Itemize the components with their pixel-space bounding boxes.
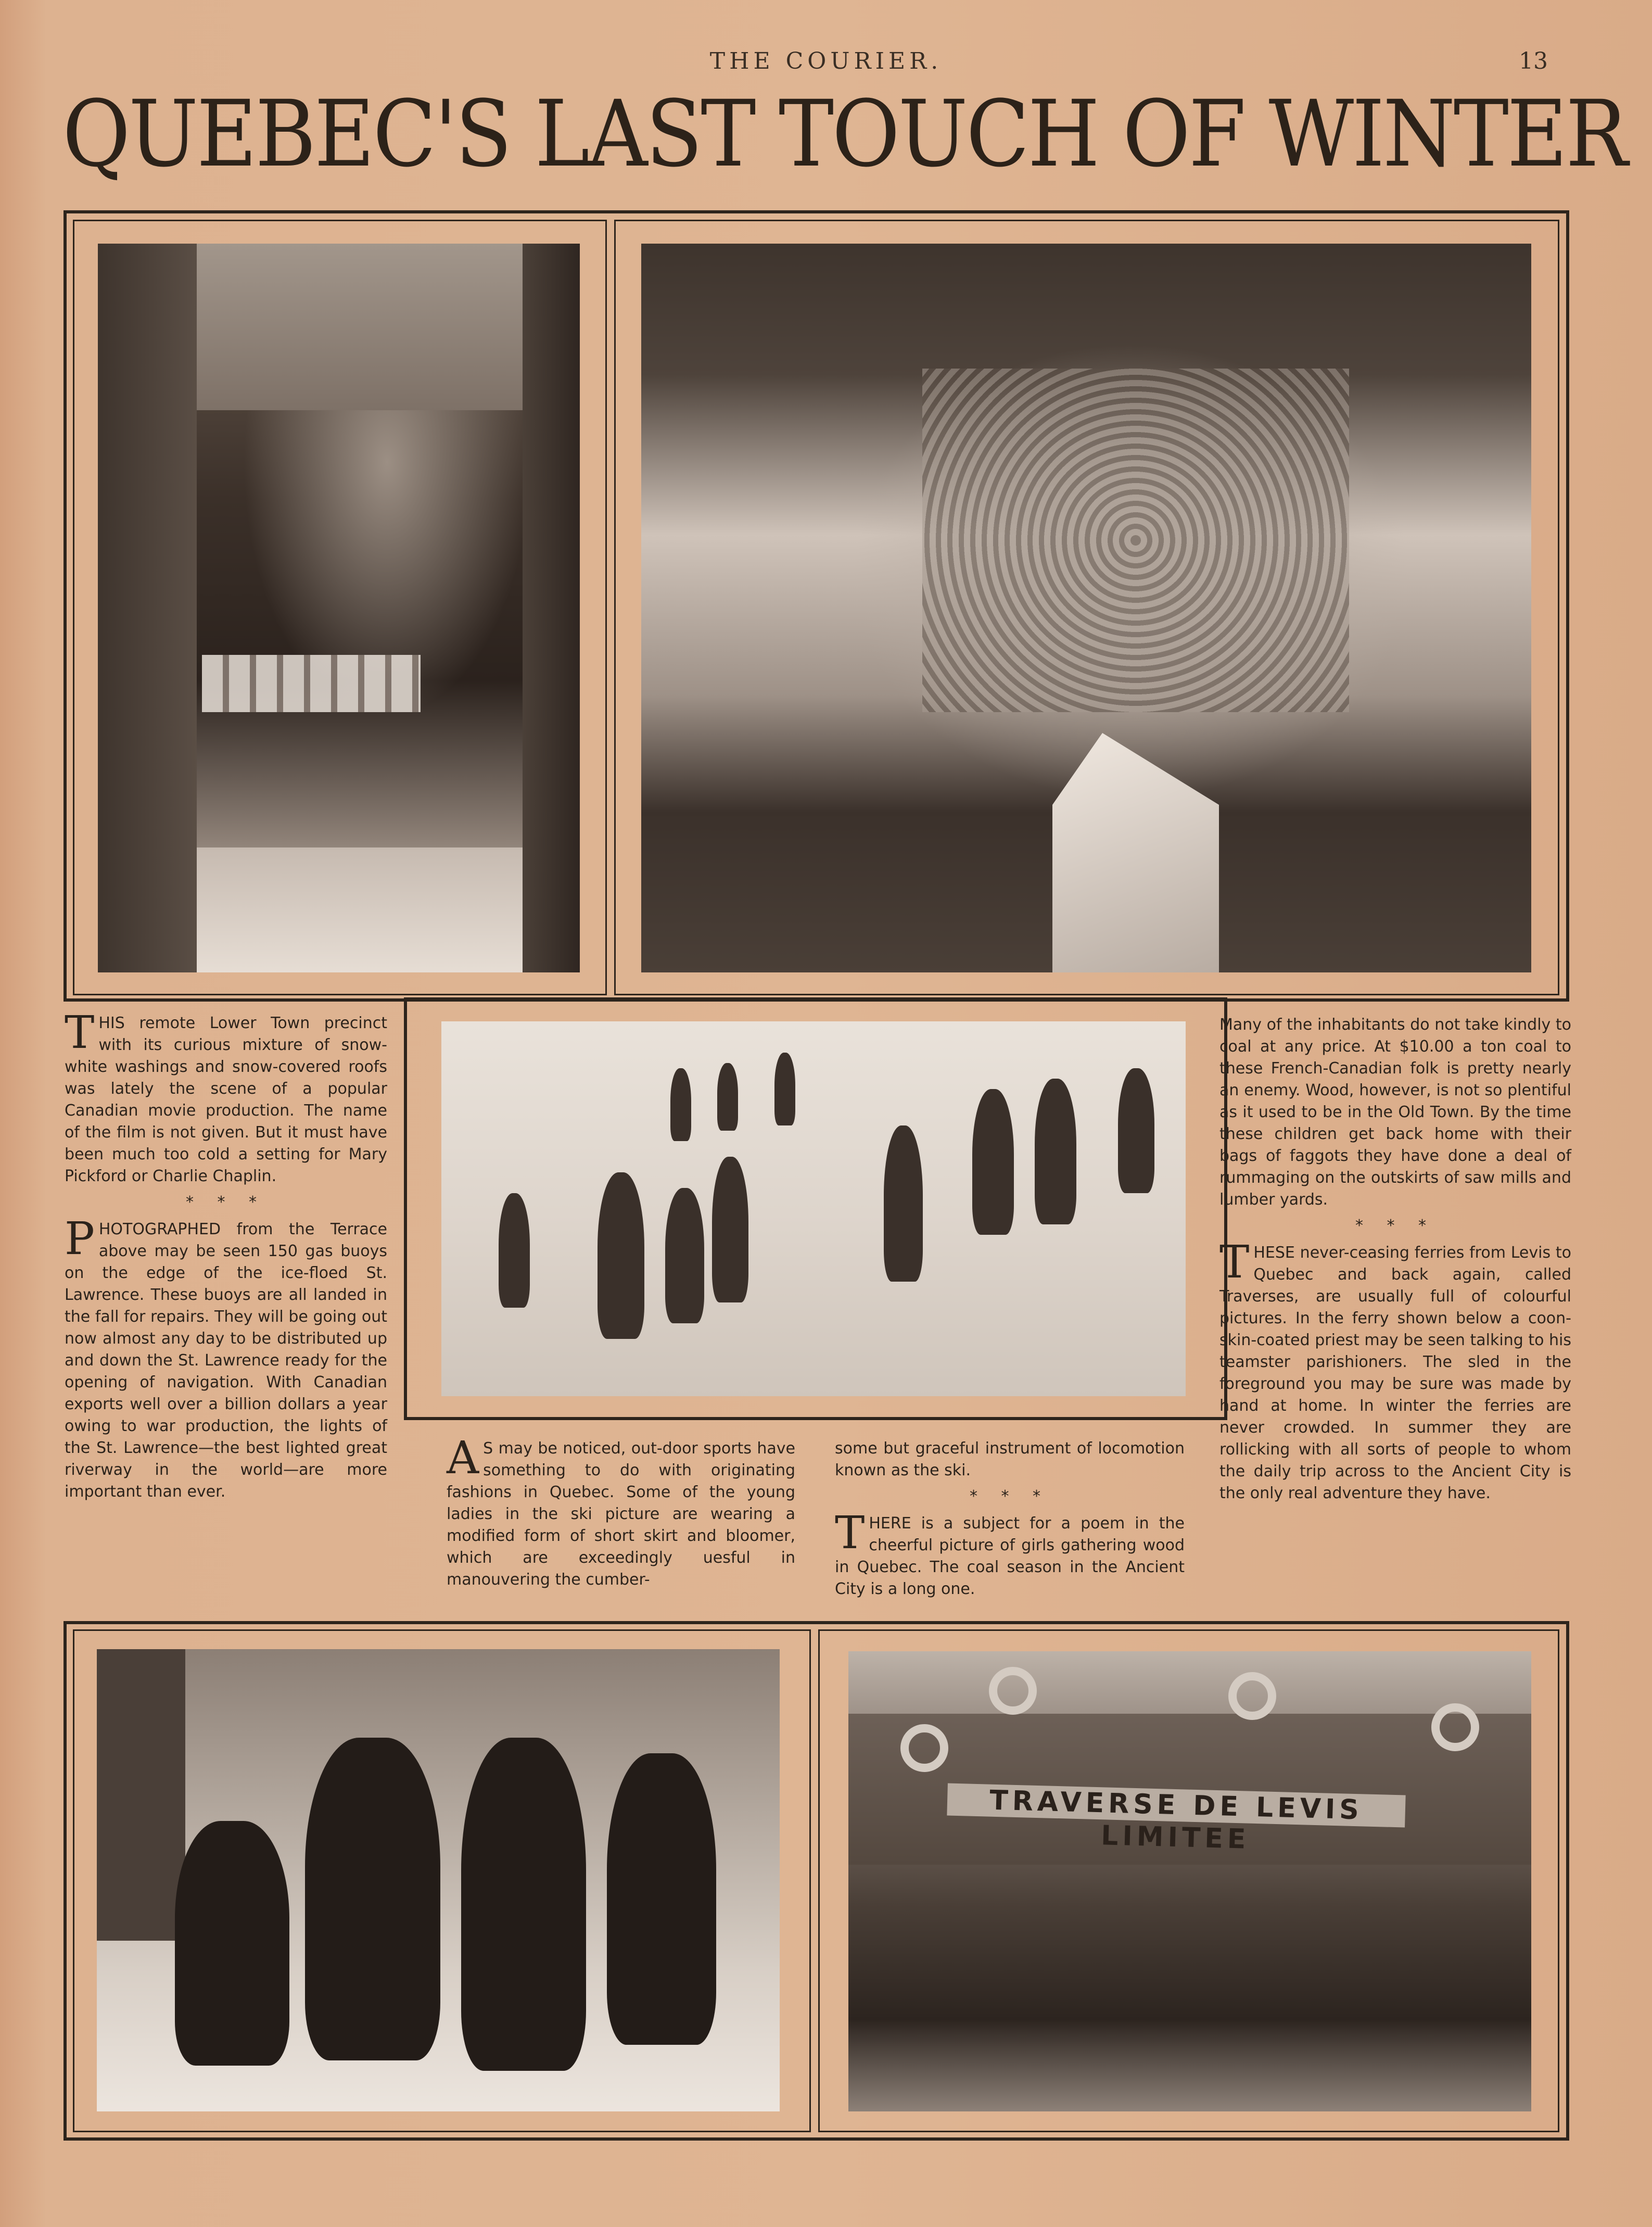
dropcap: A [447, 1432, 479, 1484]
paragraph-lower-town [65, 1007, 387, 1187]
skier-figure [665, 1188, 704, 1323]
lower-town-photo [98, 244, 580, 972]
snowy-roof [1052, 733, 1219, 972]
child-figure [305, 1738, 440, 2060]
column-right [1219, 1014, 1571, 1504]
child-figure [607, 1753, 716, 2045]
dropcap: T [835, 1507, 865, 1559]
stone-wall-left [98, 244, 197, 972]
column-poem [835, 1438, 1185, 1600]
paragraph-ski [447, 1432, 795, 1591]
life-ring [1431, 1703, 1479, 1751]
column-ski [447, 1432, 795, 1591]
child-figure [461, 1738, 586, 2071]
paragraph-poem [835, 1507, 1185, 1600]
paragraph-ferries [1219, 1236, 1571, 1504]
dropcap: T [1219, 1236, 1250, 1288]
building-wall [97, 1649, 185, 1941]
snow-drift [197, 847, 523, 972]
column-left [65, 1007, 387, 1503]
section-separator: * * * [969, 1487, 1050, 1505]
stone-wall-right [523, 244, 580, 972]
paragraph-text: HESE never-ceasing ferries from Levis to Quebec and back again, called Traverses, are usually full of colourful pictures. In the ferry shown below a coon-skin-coated priest may be seen talking to his teamster parishioners. The sled in the foreground you may be sure was made by hand at home. In winter the ferries are never crowded. In summer they are rollicking with all sorts of people to whom the daily trip across to the Ancient City is the only real adventure they have. [1219, 1244, 1571, 1502]
life-ring [989, 1667, 1037, 1715]
paragraph-text: HOTOGRAPHED from the Terrace above may be seen 150 gas buoys on the edge of the ice-floed St. Lawrence. These buoys are all landed in the fall for repairs. They will be going out now almost any day to be distributed up and down the St. Lawrence ready for the opening of navigation. With Canadian exports well over a billion dollars a year owing to war production, the lights of the St. Lawrence—the best lighted great riverway in the world—are more important than ever. [65, 1220, 387, 1501]
girls-gathering-wood-photo [97, 1649, 780, 2111]
skier-figure [670, 1068, 691, 1141]
page-headline: QUEBEC'S LAST TOUCH OF WINTER [62, 81, 1626, 187]
buoy-rows [922, 369, 1349, 712]
life-ring [1228, 1672, 1276, 1720]
skier-figure [499, 1193, 530, 1308]
paragraph-text: HERE is a subject for a poem in the cheerful picture of girls gathering wood in Quebec. The coal season in the Ancient City is a long one. [835, 1514, 1185, 1598]
section-separator: * * * [1355, 1217, 1436, 1235]
masthead-title: THE COURIER. [709, 48, 943, 74]
skier-figure [717, 1063, 738, 1131]
gas-buoys-photo [641, 244, 1531, 972]
sky-area [197, 244, 523, 410]
skier-figure [712, 1157, 748, 1302]
section-separator: * * * [185, 1193, 266, 1211]
child-figure [175, 1821, 289, 2066]
skier-figure [972, 1089, 1014, 1235]
skier-figure [1118, 1068, 1154, 1193]
skier-figure [598, 1172, 644, 1339]
skier-figure [774, 1053, 795, 1125]
paragraph-text: S may be noticed, out-door sports have something to do with originating fashions in Quebec. Some of the young ladies in the ski picture are wearing a modified form of short skirt and bloomer, which are exceedingly uesful in manouvering the cumber- [447, 1439, 795, 1589]
skiers-photo [441, 1021, 1186, 1396]
skier-figure [1035, 1079, 1076, 1224]
paragraph-coal: Many of the inhabitants do not take kindly to coal at any price. At $10.00 a ton coal to these French-Canadian folk is pretty nearly an enemy. Wood, however, is not so plentiful as it used to be in the Old Town. By the time these children get back home with their bags of faggots they have done a deal of rummaging on the outskirts of saw mills and lumber yards. [1219, 1016, 1571, 1209]
paragraph-buoys [65, 1213, 387, 1503]
skier-figure [884, 1125, 923, 1282]
page-number: 13 [1519, 48, 1548, 74]
paragraph-text: HIS remote Lower Town precinct with its curious mixture of snow-white washings and snow-covered roofs was lately the scene of a popular Canadian movie production. The name of the film is not given. But it must have been much too cold a setting for Mary Pickford or Charlie Chaplin. [65, 1014, 387, 1185]
paragraph-ski-continued: some but graceful instrument of locomotion known as the ski. [835, 1439, 1185, 1479]
dropcap: T [65, 1007, 95, 1059]
dropcap: P [65, 1213, 95, 1265]
ferry-photo [848, 1651, 1531, 2111]
ferry-name-sign: TRAVERSE DE LEVIS LIMITEE [947, 1783, 1405, 1827]
life-ring [900, 1724, 948, 1772]
washing-line [202, 655, 421, 712]
